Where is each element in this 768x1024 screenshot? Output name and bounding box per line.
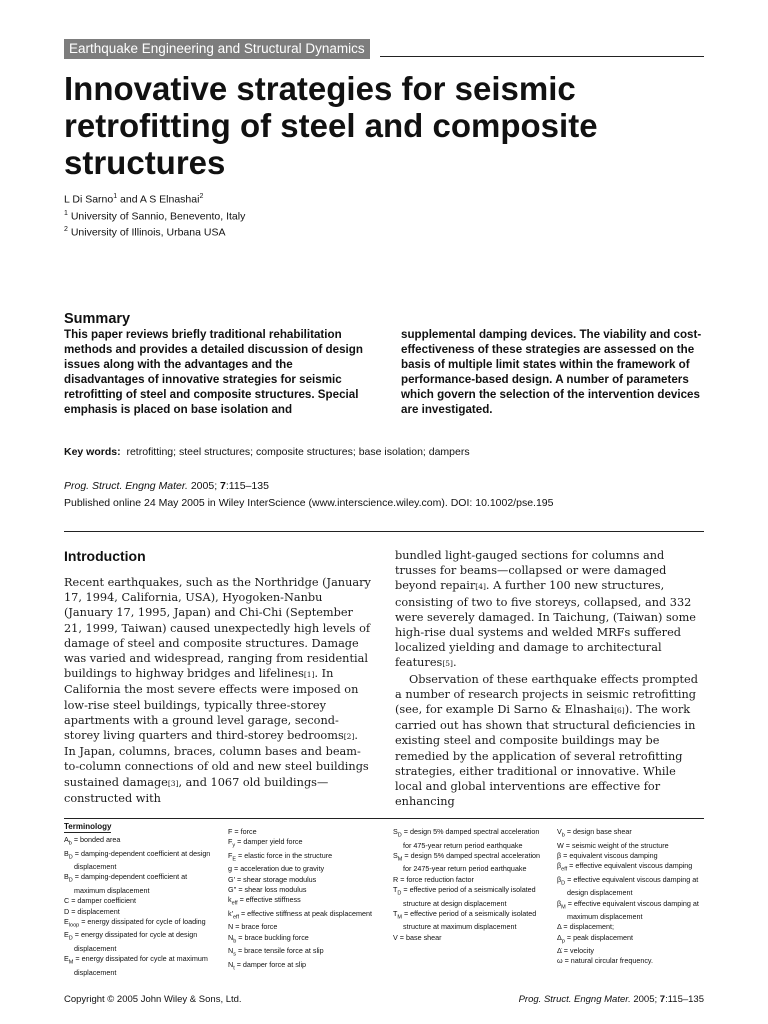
summary-heading: Summary — [64, 311, 131, 327]
ref-5: [5] — [442, 659, 453, 669]
ref-3: [3] — [167, 778, 179, 788]
footer-year: 2005; — [630, 994, 660, 1005]
term-entry: $F_E$ = elastic force in the structure — [228, 850, 333, 863]
term-list — [228, 827, 378, 974]
journal-name-banner: Earthquake Engineering and Structural Dynamics — [64, 39, 370, 59]
term-entry: $T_M$ = effective period of a seismically isolated structure at maximum displacement — [393, 908, 537, 932]
term-entry: $N_t$ = damper force at slip — [228, 959, 307, 972]
intro-paragraph-2 — [395, 672, 704, 810]
header-rule — [380, 56, 704, 57]
term-entry: $\beta_D$ = effective equivalent viscous damping at design displacement — [557, 874, 699, 898]
term-entry: R = force reduction factor — [393, 874, 474, 884]
terminology-column-2 — [228, 827, 378, 974]
term-entry: G'' = shear loss modulus — [228, 884, 307, 894]
author-1: L Di Sarno — [64, 193, 114, 206]
author-1-sup: 1 — [113, 193, 118, 200]
term-entry: $E_{loop}$ = energy dissipated for cycle of loading — [64, 916, 206, 929]
term-entry: $B_D$ = damping-dependent coefficient at design displacement — [64, 848, 211, 872]
intro-column-1 — [64, 575, 372, 806]
keywords-label: Key words: — [64, 446, 121, 458]
term-entry: $N_s$ = brace tensile force at slip — [228, 946, 324, 958]
introduction-heading: Introduction — [64, 548, 146, 564]
intro-text: Recent earthquakes, such as the Northridge (January 17, 1994, California, USA), Hyogoken-Nanbu (January 17, 1995, Japan) and Chi-Chi (September 21, 1999, Taiwan) caused unexpectedly high levels of damage of steel and composite structures. Damage was varied and widespread, ranging from residential buildings to highway bridges and lifelines — [64, 576, 371, 681]
term-entry: V = base shear — [393, 932, 442, 942]
term-entry: G' = shear storage modulus — [228, 874, 317, 884]
term-entry: N = brace force — [228, 922, 278, 932]
term-list — [557, 827, 707, 967]
intro-paragraph-1 — [64, 575, 372, 806]
intro-text: . — [452, 656, 457, 670]
author-2-sup: 2 — [199, 193, 204, 200]
paper-title: Innovative strategies for seismic retrofitting of steel and composite structures — [64, 70, 598, 181]
term-entry: Δ̇ = velocity — [557, 946, 594, 956]
intro-text: ). The work carried out has shown that structural deficiencies in existing steel and composite buildings may be remedied by the application of several retrofitting strategies, either traditional or innovative. While local and global interventions are effective for enhancing — [395, 703, 696, 809]
affiliation-1 — [64, 207, 245, 224]
intro-text: , and 1067 old buildings—constructed with — [64, 775, 329, 805]
section-divider — [64, 531, 704, 532]
terminology-rule — [64, 818, 704, 819]
term-list — [64, 835, 214, 978]
footer-pages: :115–135 — [665, 994, 704, 1005]
citation-line — [64, 478, 553, 495]
copyright-notice: Copyright © 2005 John Wiley & Sons, Ltd. — [64, 994, 242, 1005]
term-entry: W = seismic weight of the structure — [557, 840, 669, 850]
term-entry: $k'_{eff}$ = effective stiffness at peak displacement — [228, 908, 372, 921]
author-block — [64, 190, 245, 240]
terminology-column-1 — [64, 822, 214, 978]
citation-pages: :115–135 — [225, 480, 269, 492]
citation-journal: Prog. Struct. Engng Mater. — [64, 480, 188, 492]
term-entry: ω = natural circular frequency. — [557, 956, 653, 966]
terminology-heading: Terminology — [64, 822, 112, 831]
term-entry: $E_M$ = energy dissipated for cycle at maximum displacement — [64, 954, 208, 977]
ref-6: [6] — [614, 706, 625, 716]
affiliation-2 — [64, 223, 245, 240]
term-entry: $\beta_M$ = effective equivalent viscous damping at maximum displacement — [557, 898, 699, 922]
term-list — [393, 827, 543, 943]
author-line — [64, 190, 245, 207]
citation-block — [64, 478, 553, 512]
term-entry: $\beta_{eff}$ = effective equivalent viscous damping — [557, 861, 693, 873]
intro-paragraph-continued — [395, 548, 704, 672]
author-2: and A S Elnashai — [117, 193, 200, 206]
term-entry: g = acceleration due to gravity — [228, 864, 325, 874]
intro-text: . A further 100 new structures, consisting of two to five storeys, collapsed, and 332 were severely damaged. In Taichung, (Taiwan) some high-rise dual systems and welded MRFs suffered localized yielding and damage to architectural features — [395, 579, 696, 670]
ref-2: [2] — [343, 732, 355, 742]
footer-journal: Prog. Struct. Engng Mater. — [518, 994, 631, 1005]
intro-column-2 — [395, 548, 704, 809]
affiliation-2-text: University of Illinois, Urbana USA — [67, 226, 226, 239]
published-line: Published online 24 May 2005 in Wiley InterScience (www.interscience.wiley.com). DOI: 10.1002/pse.195 — [64, 497, 554, 509]
term-entry: $k_{eff}$ = effective stiffness — [228, 895, 301, 907]
affiliation-2-num: 2 — [64, 226, 68, 233]
intro-text: . In Japan, columns, braces, column bases and beam-to-column connections of old and new steel buildings sustained damage — [64, 729, 369, 789]
footer-volume: 7 — [659, 994, 666, 1005]
term-entry: $A_b$ = bonded area — [64, 835, 121, 847]
affiliation-1-num: 1 — [64, 209, 68, 217]
term-entry: $S_D$ = design 5% damped spectral acceleration for 475-year return period earthquake — [393, 827, 540, 850]
term-entry: D = displacement — [64, 906, 120, 916]
term-entry: β = equivalent viscous damping — [557, 850, 658, 860]
term-entry: $V_b$ = design base shear — [557, 827, 632, 839]
term-entry: $B_D$ = damping-dependent coefficient at maximum displacement — [64, 872, 188, 896]
term-entry: Δ = displacement; — [557, 922, 614, 932]
term-entry: F = force — [228, 827, 257, 836]
citation-year: 2005; — [187, 480, 221, 492]
terminology-column-4 — [557, 827, 707, 967]
citation-volume: 7 — [220, 480, 226, 492]
intro-text: Observation of these earthquake effects prompted a number of research projects in seismic retrofitting (see, for example Di Sarno & Elnashai — [395, 672, 698, 717]
term-entry: $S_M$ = design 5% damped spectral acceleration for 2475-year return period earthquake — [393, 850, 541, 874]
affiliation-1-text: University of Sannio, Benevento, Italy — [67, 210, 246, 222]
intro-text: . In California the most severe effects were imposed on low-rise steel buildings, typically three-storey apartments with a ground level garage, second-storey living quarters and third-storey bedrooms — [64, 667, 359, 743]
keywords — [64, 446, 470, 458]
term-entry: $\Delta_p$ = peak displacement — [557, 932, 633, 945]
term-entry: C = damper coefficient — [64, 896, 136, 906]
term-entry: $T_D$ = effective period of a seismically isolated structure at design displacement — [393, 884, 536, 908]
term-entry: $N_b$ = brace buckling force — [228, 932, 309, 945]
term-entry: $E_D$ = energy dissipated for cycle at design displacement — [64, 930, 198, 954]
footer-citation — [519, 994, 704, 1005]
keywords-text: retrofitting; steel structures; composite structures; base isolation; dampers — [126, 446, 470, 458]
terminology-column-3 — [393, 827, 543, 943]
intro-text: bundled light-gauged sections for columns and trusses for beams—collapsed or were damaged beyond repair — [395, 549, 667, 593]
summary-text: This paper reviews briefly traditional rehabilitation methods and provides a detailed discussion of design issues along with the advantages and the disadvantages of innovative strategies for seismic retrofitting of steel and composite structures. Special emphasis is placed on base isolation and supplemental damping devices. The viability and cost-effectiveness of these strategies are assessed on the basis of multiple limit states within the framework of performance-based design. A number of parameters which govern the selection of the intervention devices are investigated. — [64, 328, 702, 416]
term-entry: $F_y$ = damper yield force — [228, 837, 303, 849]
ref-1: [1] — [303, 670, 315, 680]
ref-4: [4] — [475, 582, 486, 592]
